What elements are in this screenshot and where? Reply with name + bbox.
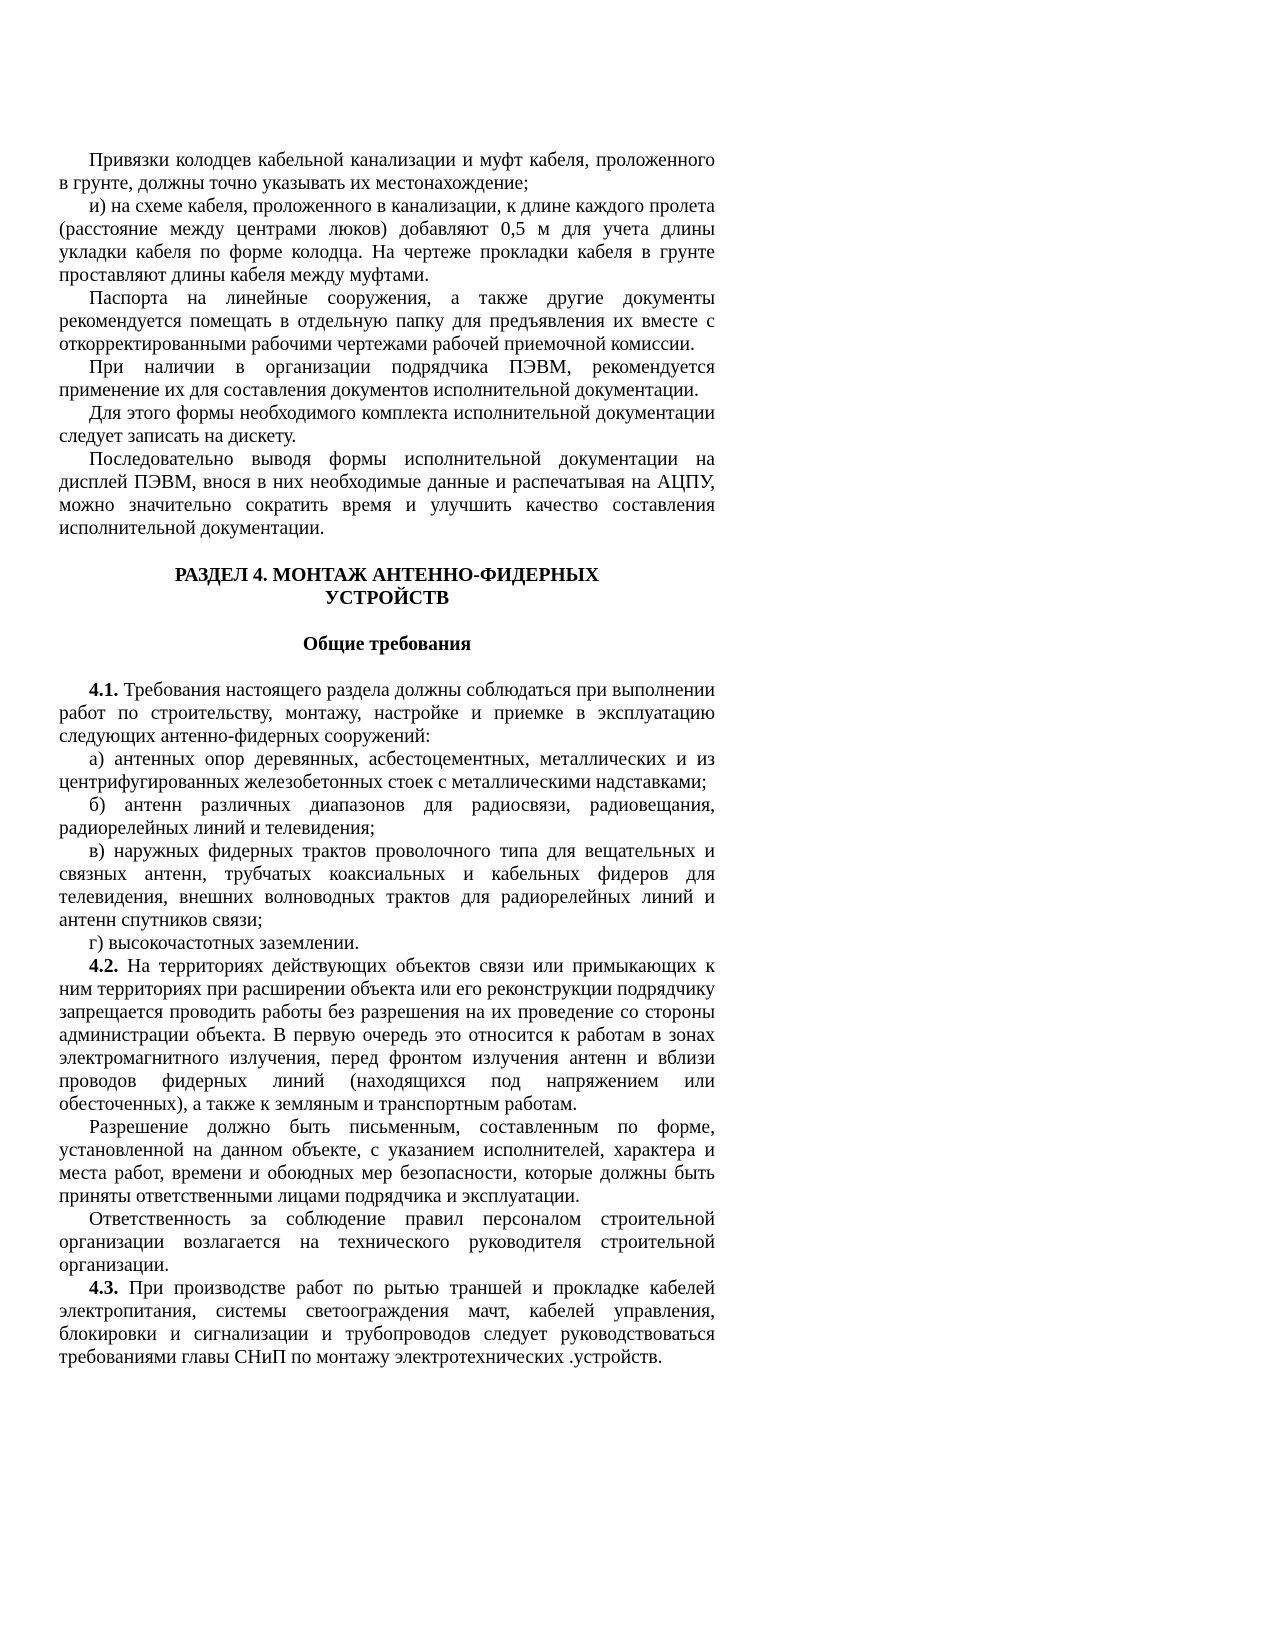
clause-number: 4.1.: [89, 680, 119, 701]
clause-4-1: [59, 679, 715, 748]
clause-4-2: [59, 955, 715, 1116]
paragraph: Привязки колодцев кабельной канализации и муфт кабеля, проложенного в грунте, должны точно указывать их местонахождение;: [59, 150, 715, 194]
clause-text: Требования настоящего раздела должны соблюдаться при выполнении работ по строительству, монтажу, настройке и приемке в эксплуатацию следующих антенно-фидерных сооружений:: [59, 680, 715, 747]
clause-text: На территориях действующих объектов связи или примыкающих к ним территориях при расширении объекта или его реконструкции подрядчику запрещается проводить работы без разрешения на их проведение со стороны администрации объекта. В первую очередь это относится к работам в зонах электромагнитного излучения, перед фронтом излучения антенн и вблизи проводов фидерных линий (находящихся под напряжением или обесточенных), а также к земляным и транспортным работам.: [59, 956, 715, 1115]
paragraph: Разрешение должно быть письменным, составленным по форме, установленной на данном объекте, с указанием исполнителей, характера и места работ, времени и обоюдных мер безопасности, которые должны быть приняты ответственными лицами подрядчика и эксплуатации.: [59, 1117, 715, 1207]
section-title: РАЗДЕЛ 4. МОНТАЖ АНТЕННО-ФИДЕРНЫХ УСТРОЙСТВ: [174, 565, 600, 609]
list-item: г) высокочастотных заземлении.: [89, 933, 360, 954]
paragraph: Последовательно выводя формы исполнительной документации на дисплей ПЭВМ, внося в них необходимые данные и распечатывая на АЦПУ, можно значительно сократить время и улучшить качество составления исполнительной документации.: [59, 449, 715, 539]
list-item: б) антенн различных диапазонов для радиосвязи, радиовещания, радиорелейных линий и телевидения;: [59, 795, 715, 839]
clause-4-3: [59, 1277, 715, 1369]
paragraph: Паспорта на линейные сооружения, а также другие документы рекомендуется помещать в отдельную папку для предъявления их вместе с откорректированными рабочими чертежами рабочей приемочной комиссии.: [59, 288, 715, 355]
paragraph: и) на схеме кабеля, проложенного в канализации, к длине каждого пролета (расстояние между центрами люков) добавляют 0,5 м для учета длины укладки кабеля по форме колодца. На чертеже прокладки кабеля в грунте проставляют длины кабеля между муфтами.: [59, 196, 715, 286]
paragraph: При наличии в организации подрядчика ПЭВМ, рекомендуется применение их для составления документов исполнительной документации.: [59, 357, 715, 401]
paragraph: Для этого формы необходимого комплекта исполнительной документации следует записать на дискету.: [59, 403, 715, 447]
clause-text: При производстве работ по рытью траншей и прокладке кабелей электропитания, системы светоограждения мачт, кабелей управления, блокировки и сигнализации и трубопроводов следует руководствоваться требованиями главы СНиП по монтажу электротехнических .устройств.: [59, 1278, 715, 1368]
list-item: в) наружных фидерных трактов проволочного типа для вещательных и связных антенн, трубчатых коаксиальных и кабельных фидеров для телевидения, внешних волноводных трактов для радиорелейных линий и антенн спутников связи;: [59, 841, 715, 931]
clause-number: 4.3.: [89, 1278, 119, 1299]
document-page: [59, 149, 715, 1369]
subsection-title: Общие требования: [302, 634, 472, 655]
paragraph: Ответственность за соблюдение правил персоналом строительной организации возлагается на технического руководителя строительной организации.: [59, 1209, 715, 1276]
clause-number: 4.2.: [89, 956, 119, 977]
list-item: а) антенных опор деревянных, асбестоцементных, металлических и из центрифугированных железобетонных стоек с металлическими надставками;: [59, 749, 715, 793]
